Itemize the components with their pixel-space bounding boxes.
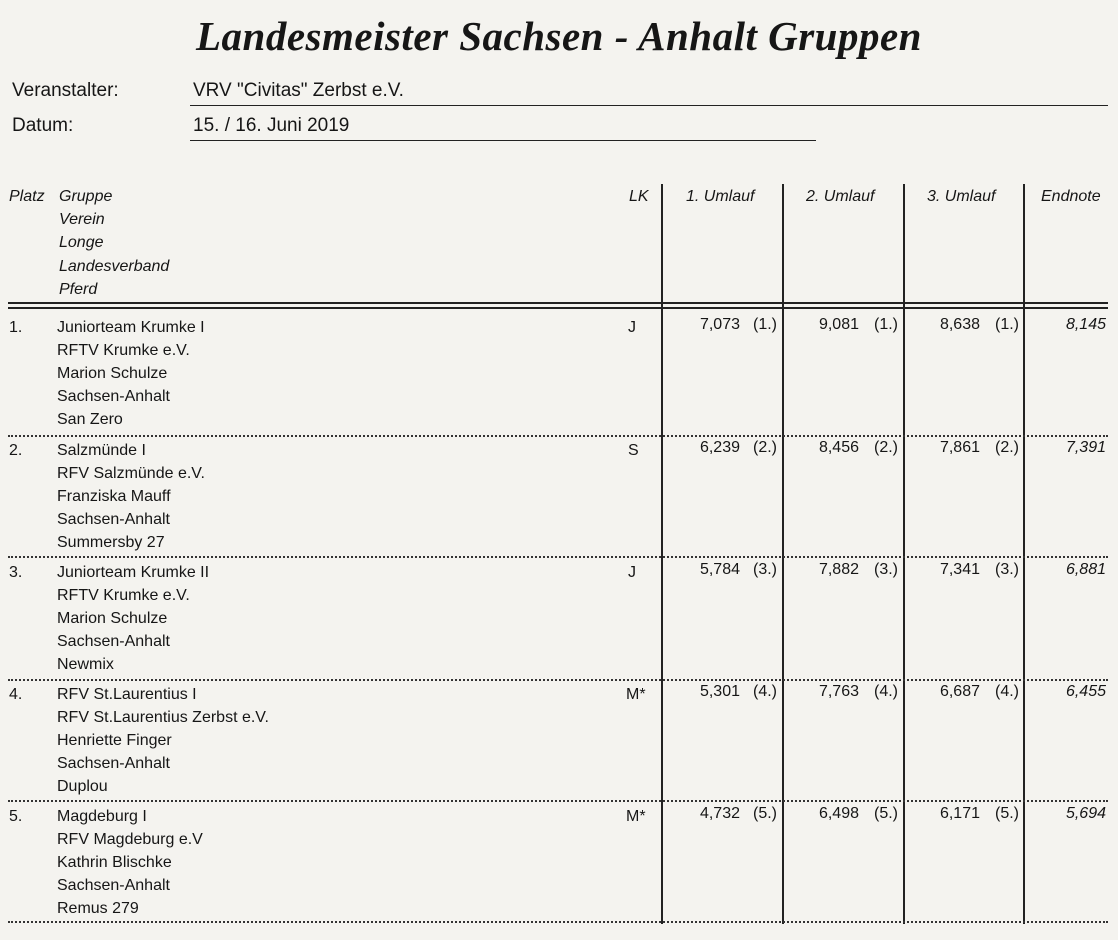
date-label: Datum: <box>12 115 74 136</box>
header-rule-bottom <box>8 307 1108 309</box>
row-verein: RFTV Krumke e.V. <box>57 587 190 604</box>
header-round1: 1. Umlauf <box>686 188 755 205</box>
row-round2-rank: (5.) <box>874 805 898 822</box>
row-verein: RFTV Krumke e.V. <box>57 342 190 359</box>
row-details <box>57 561 209 676</box>
row-gruppe: Magdeburg I <box>57 808 147 825</box>
row-round1-score: 7,073 <box>699 316 740 333</box>
row-lk: J <box>628 564 636 581</box>
row-landesverband: Sachsen-Anhalt <box>57 755 170 772</box>
row-lk: S <box>628 442 639 459</box>
row-round3-score: 7,341 <box>939 561 980 578</box>
row-longe: Henriette Finger <box>57 732 172 749</box>
row-round1-score: 5,784 <box>699 561 740 578</box>
row-details <box>57 805 203 920</box>
row-round3-rank: (4.) <box>995 683 1019 700</box>
row-lk: M* <box>626 808 646 825</box>
row-platz: 5. <box>9 808 23 825</box>
header-lk: LK <box>629 188 649 205</box>
header-landesverband: Landesverband <box>59 257 170 275</box>
row-round2-rank: (3.) <box>874 561 898 578</box>
row-round2-score: 7,882 <box>818 561 859 578</box>
row-details <box>57 439 205 554</box>
row-round3-rank: (1.) <box>995 316 1019 333</box>
row-longe: Kathrin Blischke <box>57 854 172 871</box>
row-separator <box>8 435 1108 437</box>
date-underline <box>190 140 816 141</box>
row-separator <box>8 921 1108 923</box>
row-pferd: San Zero <box>57 411 123 428</box>
row-round2-rank: (4.) <box>874 683 898 700</box>
row-round1-rank: (1.) <box>753 316 777 333</box>
header-round2: 2. Umlauf <box>806 188 875 205</box>
row-round1-score: 5,301 <box>699 683 740 700</box>
header-round3: 3. Umlauf <box>927 188 996 205</box>
row-platz: 2. <box>9 442 23 459</box>
row-verein: RFV St.Laurentius Zerbst e.V. <box>57 709 269 726</box>
header-verein: Verein <box>59 211 105 229</box>
header-longe: Longe <box>59 234 104 252</box>
row-gruppe: RFV St.Laurentius I <box>57 686 197 703</box>
column-divider-round2 <box>903 184 905 924</box>
row-round3-rank: (3.) <box>995 561 1019 578</box>
row-endnote: 7,391 <box>1065 439 1106 456</box>
row-pferd: Duplou <box>57 778 108 795</box>
header-pferd: Pferd <box>59 280 98 298</box>
row-lk: M* <box>626 686 646 703</box>
row-landesverband: Sachsen-Anhalt <box>57 388 170 405</box>
row-round1-rank: (3.) <box>753 561 777 578</box>
row-round3-score: 6,687 <box>939 683 980 700</box>
row-details <box>57 683 269 798</box>
row-round1-rank: (2.) <box>753 439 777 456</box>
row-round1-rank: (5.) <box>753 805 777 822</box>
row-platz: 3. <box>9 564 23 581</box>
organizer-underline <box>190 105 1108 106</box>
row-longe: Marion Schulze <box>57 365 168 382</box>
row-separator <box>8 800 1108 802</box>
row-round3-rank: (5.) <box>995 805 1019 822</box>
row-landesverband: Sachsen-Anhalt <box>57 877 170 894</box>
row-endnote: 6,455 <box>1065 683 1106 700</box>
row-gruppe: Juniorteam Krumke II <box>57 564 210 581</box>
row-endnote: 8,145 <box>1065 316 1106 333</box>
row-platz: 1. <box>9 319 23 336</box>
row-pferd: Summersby 27 <box>57 534 165 551</box>
organizer-value: VRV "Civitas" Zerbst e.V. <box>193 80 404 101</box>
date-value: 15. / 16. Juni 2019 <box>193 115 350 136</box>
row-round3-score: 8,638 <box>939 316 980 333</box>
row-lk: J <box>628 319 636 336</box>
row-gruppe: Salzmünde I <box>57 442 146 459</box>
row-round3-score: 6,171 <box>939 805 980 822</box>
row-verein: RFV Salzmünde e.V. <box>57 465 205 482</box>
header-rule-top <box>8 302 1108 304</box>
row-round3-score: 7,861 <box>939 439 980 456</box>
row-endnote: 5,694 <box>1065 805 1106 822</box>
header-platz: Platz <box>9 188 45 205</box>
row-platz: 4. <box>9 686 23 703</box>
row-pferd: Newmix <box>57 656 114 673</box>
row-round1-rank: (4.) <box>753 683 777 700</box>
row-landesverband: Sachsen-Anhalt <box>57 511 170 528</box>
row-endnote: 6,881 <box>1065 561 1106 578</box>
row-verein: RFV Magdeburg e.V <box>57 831 203 848</box>
organizer-label: Veranstalter: <box>12 80 119 101</box>
header-gruppe: Gruppe <box>59 188 113 205</box>
row-separator <box>8 679 1108 681</box>
row-details <box>57 316 205 431</box>
row-round2-rank: (2.) <box>874 439 898 456</box>
row-gruppe: Juniorteam Krumke I <box>57 319 205 336</box>
row-round3-rank: (2.) <box>995 439 1019 456</box>
row-separator <box>8 556 1108 558</box>
row-round2-score: 6,498 <box>818 805 859 822</box>
row-longe: Marion Schulze <box>57 610 168 627</box>
header-endnote: Endnote <box>1041 188 1101 205</box>
row-round2-rank: (1.) <box>874 316 898 333</box>
row-round2-score: 7,763 <box>818 683 859 700</box>
column-divider-lk <box>661 184 663 924</box>
row-round1-score: 6,239 <box>699 439 740 456</box>
row-longe: Franziska Mauff <box>57 488 171 505</box>
row-round2-score: 9,081 <box>818 316 859 333</box>
row-round1-score: 4,732 <box>699 805 740 822</box>
page-title: Landesmeister Sachsen - Anhalt Gruppen <box>196 13 922 59</box>
header-group-lines <box>59 185 169 301</box>
row-round2-score: 8,456 <box>818 439 859 456</box>
row-landesverband: Sachsen-Anhalt <box>57 633 170 650</box>
row-pferd: Remus 279 <box>57 900 139 917</box>
column-divider-round1 <box>782 184 784 924</box>
